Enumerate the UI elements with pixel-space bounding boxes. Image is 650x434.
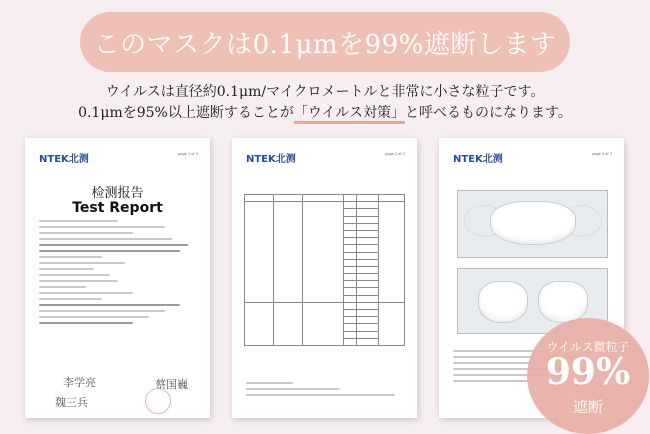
seal-stamp bbox=[145, 388, 171, 414]
signature-3: 蔡国巍 bbox=[155, 378, 188, 391]
page-indicator: page 1 of 3 bbox=[178, 152, 198, 156]
report-text-block bbox=[39, 220, 196, 328]
ntek-logo: NTEK北测 bbox=[453, 154, 503, 165]
badge-value: 99% bbox=[545, 351, 631, 393]
filtration-badge bbox=[527, 318, 649, 434]
remarks-text bbox=[246, 382, 403, 400]
test-report-page-1 bbox=[25, 138, 210, 418]
mask-photo-front bbox=[457, 190, 608, 258]
badge-top-label: ウイルス微粒子 bbox=[546, 340, 630, 354]
report-title-en: Test Report bbox=[72, 200, 163, 216]
intro-text bbox=[0, 82, 650, 124]
headline-banner bbox=[80, 12, 570, 72]
test-results-table bbox=[244, 194, 405, 346]
test-report-page-2 bbox=[232, 138, 417, 418]
intro-line-1: ウイルスは直径約0.1μm/マイクロメートルと非常に小さな粒子です。 bbox=[105, 84, 545, 100]
intro-line-2-pre: 0.1μmを95%以上遮断することが bbox=[78, 105, 294, 121]
badge-bottom-label: 遮断 bbox=[572, 398, 603, 416]
report-title-cn: 检测报告 bbox=[91, 186, 144, 201]
ntek-logo: NTEK北测 bbox=[246, 154, 296, 165]
signature-2: 魏三兵 bbox=[55, 396, 88, 409]
intro-highlight: 「ウイルス対策」 bbox=[294, 105, 405, 124]
headline-text: このマスクは0.1μmを99%遮断します bbox=[93, 29, 557, 60]
intro-line-2 bbox=[0, 103, 650, 124]
mask-image bbox=[490, 201, 576, 245]
page-indicator: page 2 of 3 bbox=[385, 152, 405, 156]
ntek-logo: NTEK北测 bbox=[39, 154, 89, 165]
page-indicator: page 3 of 3 bbox=[592, 152, 612, 156]
intro-line-2-post: と呼べるものになります。 bbox=[405, 105, 572, 121]
signature-1: 李学亮 bbox=[63, 376, 96, 389]
